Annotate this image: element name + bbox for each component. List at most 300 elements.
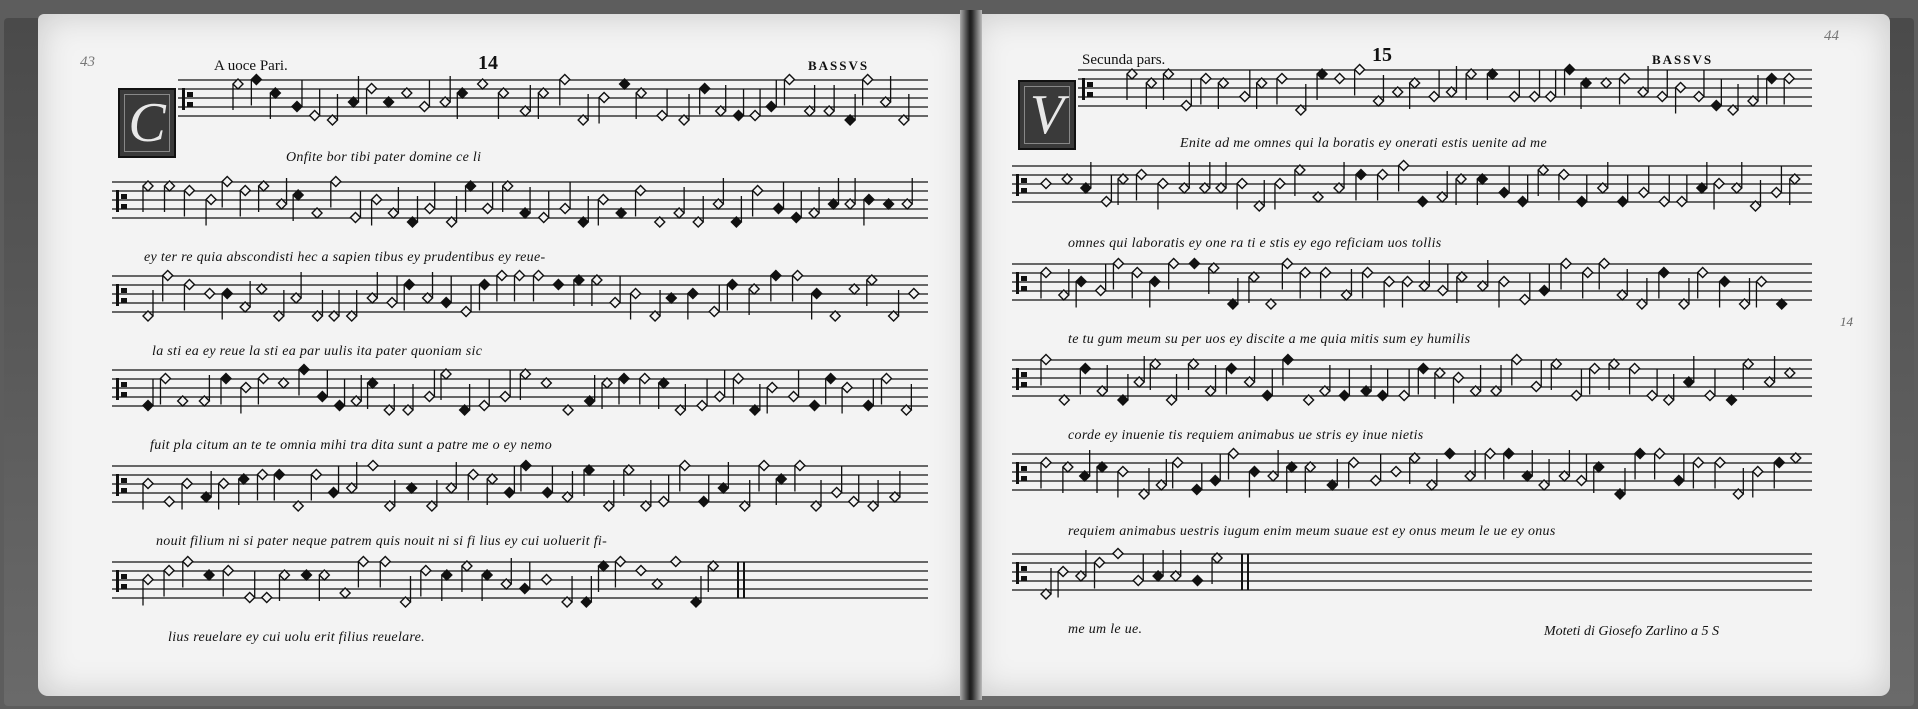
staff [1012,259,1812,310]
note [659,378,669,409]
note [636,186,646,217]
note [1193,576,1203,586]
note [520,369,530,400]
note [500,371,510,402]
note [1249,272,1259,303]
note [1571,370,1581,401]
note [1539,265,1549,296]
staff [1012,449,1812,500]
note [1531,361,1541,392]
note [1594,462,1604,493]
note [143,479,153,510]
note [219,479,229,510]
note [1101,176,1111,207]
note [784,75,794,106]
note [442,570,452,601]
lyric-line-1: Onfite bor tibi pater domine ce li [286,150,482,165]
note [1784,74,1794,105]
note [257,470,267,501]
note [270,88,280,119]
note [1429,71,1439,102]
note [1287,462,1297,493]
page-number: 15 [1372,44,1392,66]
decorated-initial: C [118,88,176,158]
clef-icon [1082,78,1093,100]
note [631,289,641,320]
note [424,371,434,402]
note [245,572,255,603]
note [1063,462,1073,493]
note [867,275,877,306]
note [592,275,602,306]
note [222,177,232,208]
note [1618,176,1628,207]
clef-icon [116,284,127,306]
note [279,570,289,601]
note [560,75,570,106]
note [812,289,822,320]
note [538,88,548,119]
note [1226,364,1236,395]
note [1181,80,1191,111]
clef-icon [116,378,127,400]
note [240,186,250,217]
note [1118,467,1128,498]
note [598,561,608,592]
note [1418,364,1428,395]
note [1218,78,1228,109]
note [657,90,667,121]
note [759,461,769,492]
note [497,271,507,302]
left-page [38,14,968,696]
note [581,576,591,607]
note [329,467,339,498]
note [610,277,620,308]
note [1714,179,1724,210]
note [1041,179,1051,189]
note [1118,174,1128,205]
note [1477,174,1487,205]
note [1659,268,1669,299]
note [1076,550,1086,581]
note [708,561,718,592]
note [1485,449,1495,480]
note [1189,259,1199,269]
note [419,81,429,112]
note [1097,462,1107,493]
note [1410,78,1420,109]
note [457,88,467,119]
note [1694,71,1704,102]
note [1399,161,1409,192]
note [624,465,634,496]
note [1146,78,1156,109]
note [1283,355,1293,386]
note [223,566,233,597]
note [1169,259,1179,290]
clef-icon [116,570,127,592]
note [1446,66,1456,97]
note [688,289,698,320]
part-name: BASSVS [1652,52,1714,67]
part-name: BASSVS [808,58,870,73]
note [367,84,377,115]
note [598,195,608,226]
note [733,374,743,405]
note [1438,265,1448,296]
note [182,479,192,510]
note [574,275,584,306]
note [542,575,552,585]
staff [1078,65,1812,116]
note [1499,277,1509,308]
note [1711,80,1721,111]
note [1715,458,1725,489]
lyric-line-3: te tu gum meum su per uos ey discite a me quia mitis sum ey humilis [1068,332,1471,347]
staff [1012,549,1812,600]
note [1538,165,1548,196]
note [1630,364,1640,395]
note [1277,74,1287,105]
note [1456,174,1466,205]
note [1720,277,1730,308]
note [553,280,563,290]
note [1041,568,1051,599]
note [1163,69,1173,100]
note [164,566,174,597]
note [1133,555,1143,586]
note [1639,167,1649,198]
note [542,467,552,498]
note [1240,71,1250,102]
note [636,88,646,119]
note [1339,370,1349,401]
note [909,289,919,299]
note [503,181,513,212]
note [1275,179,1285,210]
note [615,557,625,588]
note [1790,174,1800,205]
note [1210,455,1220,486]
note [317,371,327,402]
note [274,470,284,501]
note [1546,71,1556,102]
note [1559,170,1569,201]
clef-icon [1016,562,1027,584]
note [368,461,378,471]
voice-heading: Secunda pars. [1082,52,1166,68]
note [810,401,820,411]
note [1150,277,1160,308]
note [1638,66,1648,97]
note [562,576,572,607]
note [498,88,508,119]
note [709,286,719,317]
note [163,271,173,302]
note [1355,65,1365,96]
note [1418,197,1428,207]
note [421,566,431,597]
note [791,192,801,223]
note [1080,364,1090,395]
note [1321,268,1331,299]
note [1599,259,1609,290]
clef-icon [1016,272,1027,294]
note [479,280,489,311]
note [350,192,360,223]
note [1756,277,1766,308]
note [1620,74,1630,105]
note [1565,65,1575,96]
note [1583,268,1593,299]
note [1136,170,1146,201]
note [1384,277,1394,308]
note [184,280,194,311]
note [1249,467,1259,498]
note [520,563,530,594]
note [292,81,302,112]
staff [112,557,928,608]
note [251,75,261,106]
note [602,378,612,409]
note [636,566,646,576]
note [1173,458,1183,489]
note [1520,274,1530,305]
note [1041,268,1051,299]
note [1457,272,1467,303]
right-page [972,14,1890,696]
staff [112,365,928,416]
note [1518,176,1528,207]
note [205,289,215,299]
note [310,90,320,121]
note [1581,78,1591,109]
staff [112,271,928,322]
note [1677,176,1687,207]
note [727,280,737,311]
note [259,181,269,212]
footer-imprint: Moteti di Giosefo Zarlino a 5 S [1544,624,1719,639]
folio-number: 43 [80,54,95,70]
note [1576,455,1586,486]
note [774,183,784,214]
note [1058,567,1068,598]
note [1201,74,1211,105]
note [863,75,873,106]
note [241,383,251,414]
note [1363,268,1373,299]
note [441,277,451,308]
note [372,195,382,226]
clef-icon [1016,462,1027,484]
note [881,374,891,405]
lyric-line-5: requiem animabus uestris iugum enim meum suaue est ey onus meum le ue ey onus [1068,524,1556,539]
note [1371,455,1381,486]
note [671,557,681,567]
note [468,470,478,501]
note [1753,467,1763,498]
note [1391,467,1401,477]
note [680,461,690,492]
note [1509,71,1519,102]
book-gutter [960,10,982,700]
note [1305,462,1315,493]
note [184,186,194,217]
note [767,383,777,414]
note [700,84,710,115]
note [749,284,759,315]
staff [178,75,928,126]
note [753,186,763,217]
note [368,378,378,409]
note [487,474,497,505]
note [1282,259,1292,290]
note [584,465,594,496]
note [697,380,707,411]
note [534,271,544,302]
note [206,195,216,226]
note [258,374,268,405]
lyric-line-4: fuit pla citum an te te omnia mihi tra dita sunt a patre me o ey nemo [150,438,553,453]
note [699,476,709,507]
note [1577,176,1587,207]
note [1499,167,1509,198]
note [143,181,153,212]
note [380,557,390,588]
note [335,380,345,411]
note [863,380,873,411]
note [1189,359,1199,390]
note [1466,69,1476,100]
note [462,561,472,592]
note [1335,74,1345,84]
note [1158,179,1168,210]
note [1767,74,1777,105]
note [789,371,799,402]
lyric-line-4: corde ey inuenie tis requiem animabus ue stris ey inue nietis [1068,428,1424,443]
note [425,183,435,214]
note [482,570,492,601]
margin-number: 14 [1840,314,1853,329]
note [715,371,725,402]
note [1771,167,1781,198]
note [1171,550,1181,581]
lyric-line-6: me um le ue. [1068,622,1143,637]
note [479,380,489,411]
note [1127,69,1137,100]
lyric-line-1: Enite ad me omnes qui la boratis ey onerati estis uenite ad me [1180,136,1547,151]
note [515,271,525,302]
note [387,277,397,308]
note [521,461,531,492]
note [1229,449,1239,480]
note [358,557,368,588]
note [1076,277,1086,308]
note [842,383,852,414]
clef-icon [116,474,127,496]
note [1487,69,1497,100]
note [1657,71,1667,102]
note [319,570,329,601]
decorated-initial: V [1018,80,1076,150]
note [1743,359,1753,390]
lyric-line-5: nouit filium ni si pater neque patrem quis nouit ni si fi lius ey cui uoluerit fi- [156,534,608,549]
note [504,467,514,498]
note [331,177,341,208]
note [1410,453,1420,484]
clef-icon [1016,174,1027,196]
note [1705,370,1715,401]
note [293,190,303,221]
note [1435,368,1445,399]
note [691,576,701,607]
note [404,280,414,311]
note [832,467,842,498]
note [1378,170,1388,201]
lyric-line-2: ey ter re quia abscondisti hec a sapien tibus ey prudentibus ey reue- [144,250,546,265]
note [143,380,153,411]
note [864,195,874,226]
note [1530,71,1540,102]
note [734,90,744,121]
note [793,271,803,302]
note [1659,176,1669,207]
note [776,474,786,505]
note [160,374,170,405]
note [1317,69,1327,100]
note [640,374,650,405]
note [1041,458,1051,489]
note [795,461,805,492]
note [1150,359,1160,390]
note [262,593,272,603]
note [143,575,153,606]
note [239,474,249,505]
note [1132,268,1142,299]
clef-icon [116,190,127,212]
note [1590,364,1600,395]
note [183,557,193,588]
note [1647,370,1657,401]
note [1399,370,1409,401]
note [826,374,836,405]
note [1095,558,1105,589]
clef-icon [182,88,193,110]
note [560,183,570,214]
note [221,374,231,405]
note [1113,549,1123,559]
note [1445,449,1455,459]
note [222,289,232,320]
note [1403,277,1413,308]
note [1512,355,1522,386]
note [1300,268,1310,299]
note [1774,458,1784,489]
note [461,286,471,317]
note [1561,259,1571,290]
note [1655,449,1665,480]
note [165,181,175,212]
note [1504,449,1514,480]
note [401,576,411,607]
note [1237,179,1247,210]
music-staves-right [972,14,1890,696]
note [766,81,776,112]
note [299,365,309,396]
note [1635,449,1645,480]
staff [1012,355,1812,406]
